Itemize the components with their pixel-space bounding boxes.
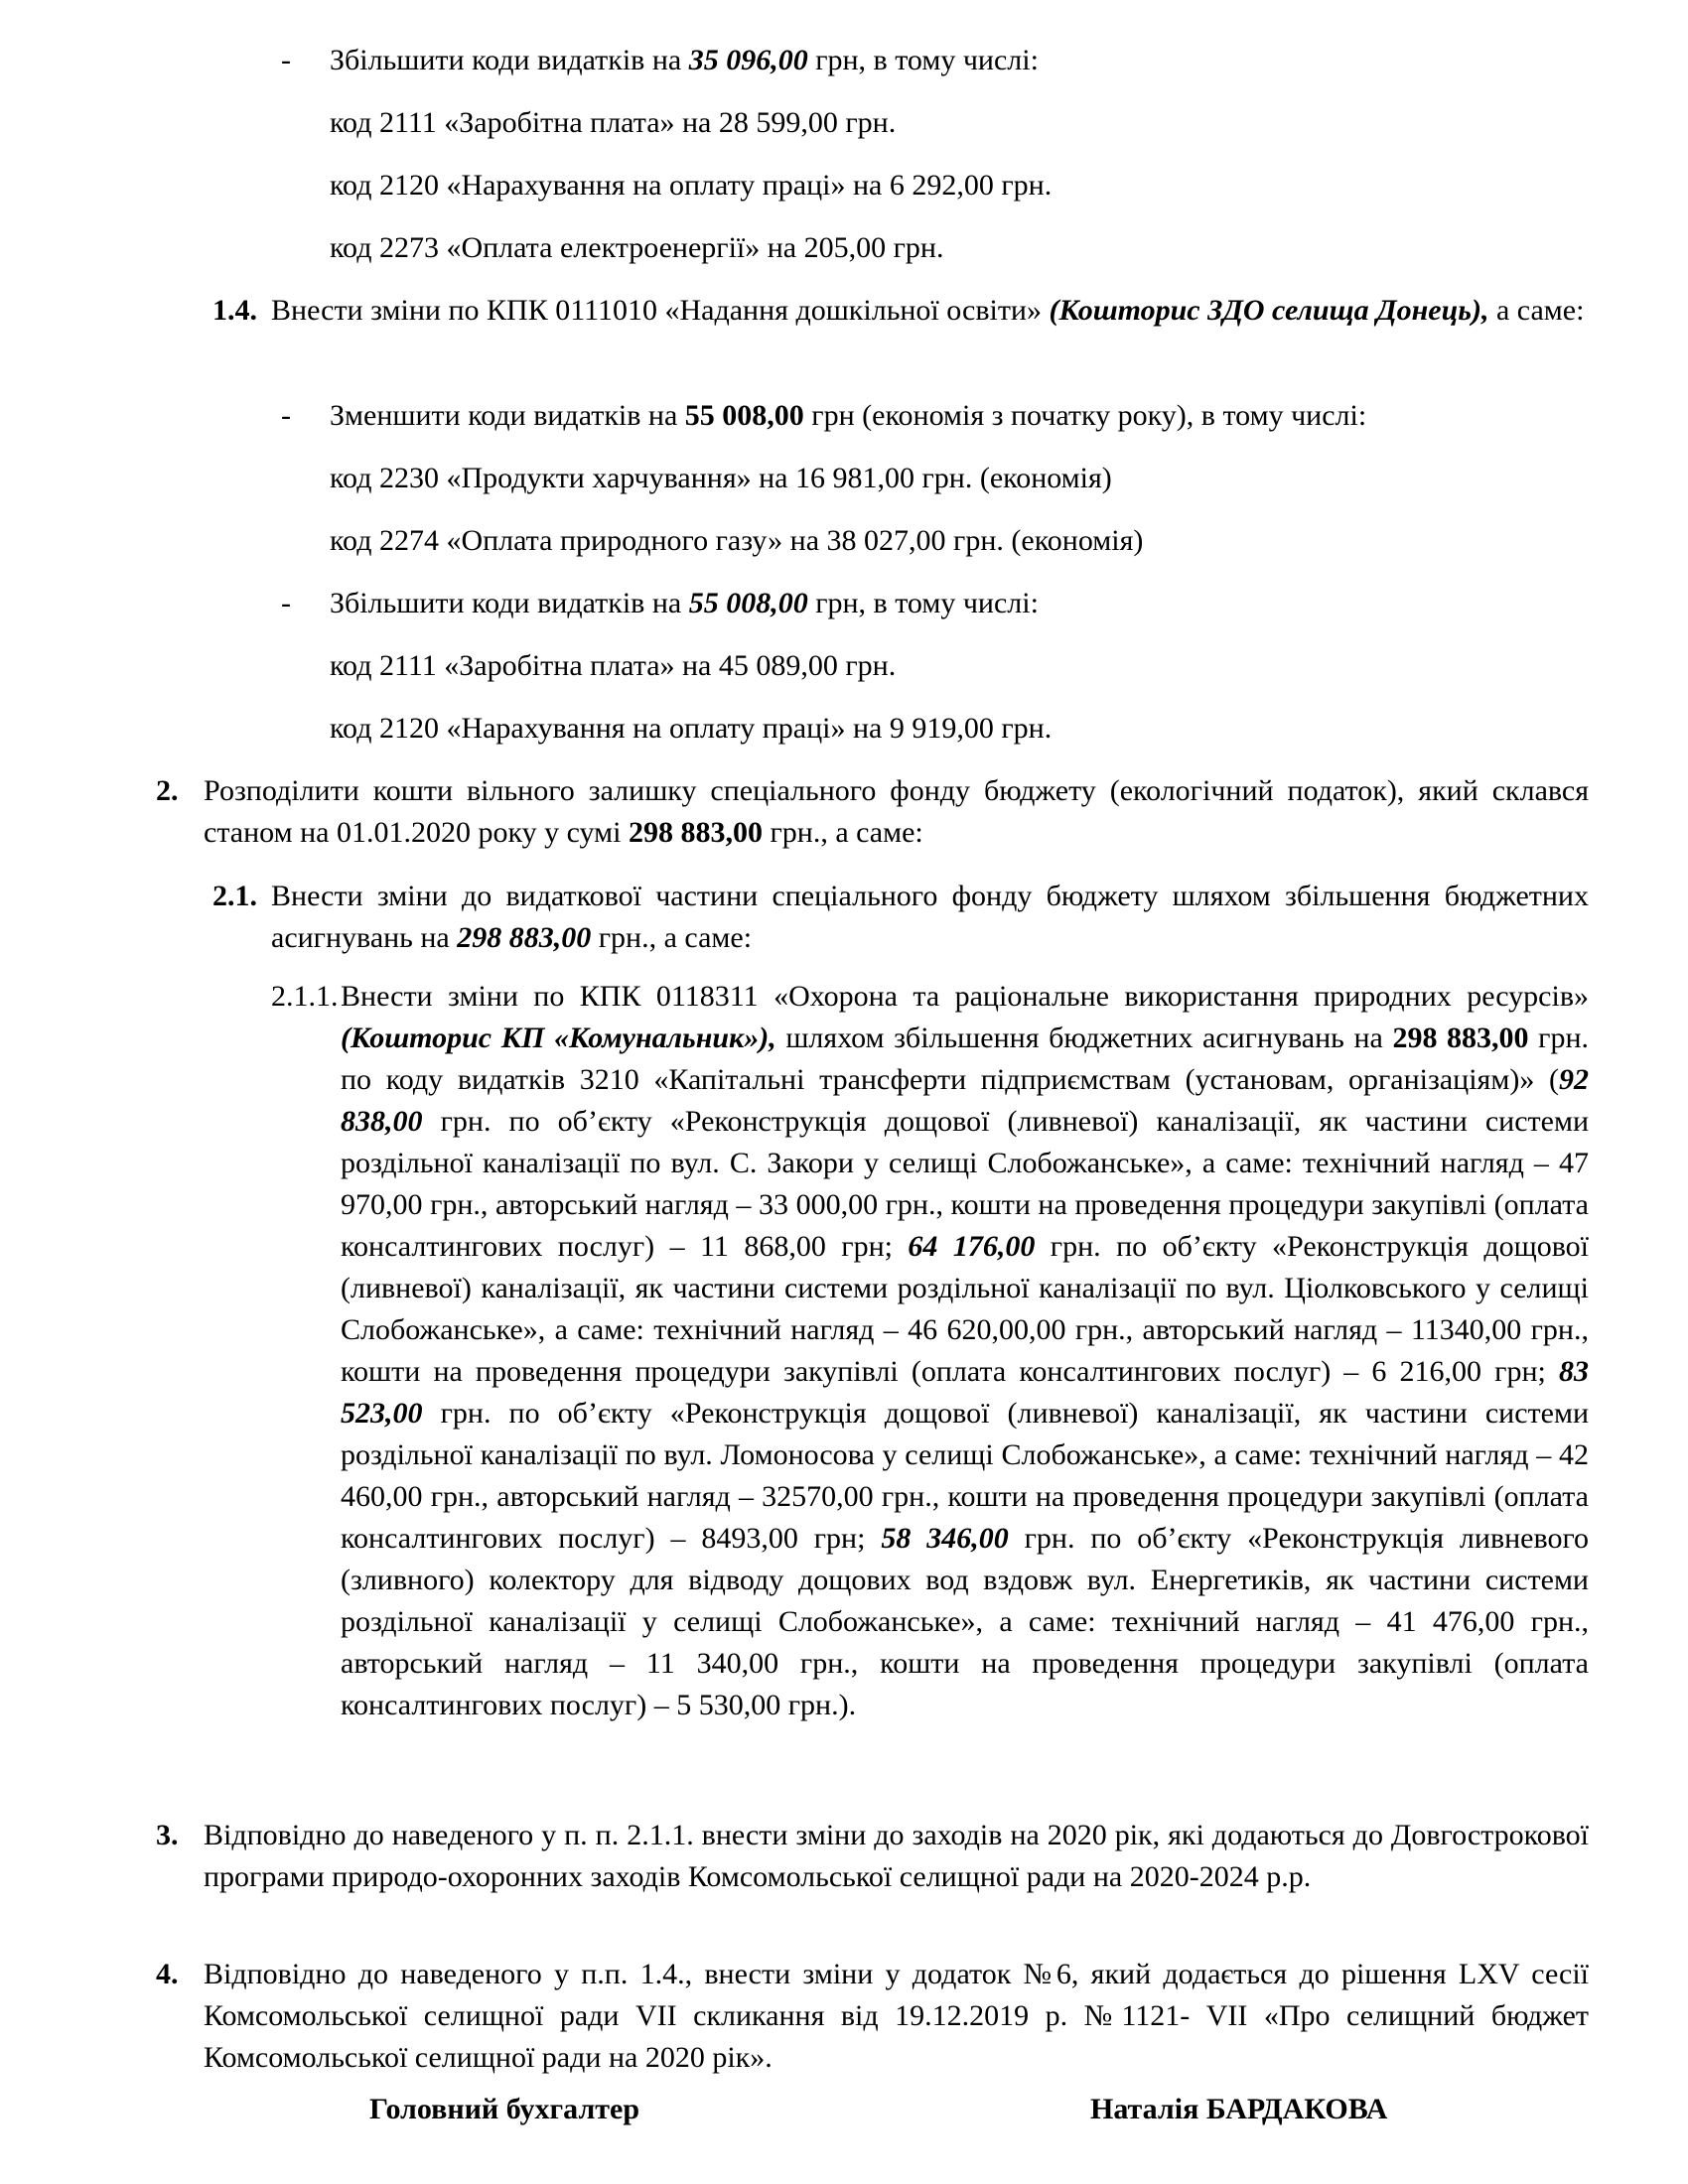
increase-amount: 55 008,00 (688, 587, 808, 619)
code-item: код 2230 «Продукти харчування» на 16 981,00 грн. (економія) (330, 462, 1112, 494)
section-number: 1.4. (212, 294, 257, 327)
decrease-amount: 55 008,00 (684, 399, 804, 432)
code-item: код 2120 «Нарахування на оплату праці» на 6 292,00 грн. (330, 169, 1053, 202)
section-number: 2.1. (212, 880, 257, 912)
code-item: код 2274 «Оплата природного газу» на 38 027,00 грн. (економія) (330, 524, 1144, 557)
section-number: 3. (156, 1819, 179, 1851)
code-item: код 2111 «Заробітна плата» на 28 599,00 грн. (330, 106, 897, 139)
section-2-text: Розподілити кошти вільного залишку спеціального фонду бюджету (екологічний податок), який склався станом на 01.01.2020 року у сумі 298 883,00 грн., а саме: (204, 774, 1589, 849)
list-dash: - (281, 44, 291, 76)
code-item: код 2273 «Оплата електроенергії» на 205,00 грн. (330, 231, 944, 264)
decrease-codes-line: Зменшити коди видатків на 55 008,00 грн (економія з початку року), в тому числі: (330, 399, 1367, 432)
section-2-1-text: Внести зміни до видаткової частини спеціального фонду бюджету шляхом збільшення бюджетних асигнувань на 298 883,00 грн., а саме: (271, 880, 1589, 954)
code-item: код 2120 «Нарахування на оплату праці» на 9 919,00 грн. (330, 712, 1053, 745)
signatory-position: Головний бухгалтер (369, 2093, 640, 2125)
section-1-4-text: Внести зміни по КПК 0111010 «Надання дошкільної освіти» (Кошторис ЗДО селища Донець), а саме: (271, 294, 1585, 327)
section-number: 4. (156, 1958, 179, 1990)
list-dash: - (281, 587, 291, 619)
code-item: код 2111 «Заробітна плата» на 45 089,00 грн. (330, 649, 897, 682)
section-2-1-1-text: Внести зміни по КПК 0118311 «Охорона та раціональне використання природних ресурсів» (Кошторис КП «Комунальник»), шляхом збільшення бюджетних асигнувань на 298 883,00 грн. по коду видатків 3210 «Капітальні трансферти підприємствам (установам, організаціям)» (92 838,00 грн. по об’єкту «Реконструкція дощової (ливневої) каналізації, як частини системи роздільної каналізації по вул. С. Закори у селищі Слобожанське», а саме: технічний нагляд – 47 970,00 грн., авторський нагляд – 33 000,00 грн., кошти на проведення процедури закупівлі (оплата консалтингових послуг) – 11 868,00 грн; 64 176,00 грн. по об’єкту «Реконструкція дощової (ливневої) каналізації, як частини системи роздільної каналізації по вул. Ціолковського у селищі Слобожанське», а саме: технічний нагляд – 46 620,00,00 грн., авторський нагляд – 11340,00 грн., кошти на проведення процедури закупівлі (оплата консалтингових послуг) – 6 216,00 грн; 83 523,00 грн. по об’єкту «Реконструкція дощової (ливневої) каналізації, як частини системи роздільної каналізації по вул. Ломоносова у селищі Слобожанське», а саме: технічний нагляд – 42 460,00 грн., авторський нагляд – 32570,00 грн., кошти на проведення процедури закупівлі (оплата консалтингових послуг) – 8493,00 грн; 58 346,00 грн. по об’єкту «Реконструкція ливневого (зливного) колектору для відводу дощових вод вздовж вул. Енергетиків, як частини системи роздільної каналізації у селищі Слобожанське», а саме: технічний нагляд – 41 476,00 грн., авторський нагляд – 11 340,00 грн., кошти на проведення процедури закупівлі (оплата консалтингових послуг) – 5 530,00 грн.). (341, 980, 1590, 1721)
increase-codes-line: Збільшити коди видатків на 35 096,00 грн, в тому числі: (330, 44, 1039, 76)
section-4-text: Відповідно до наведеного у п.п. 1.4., внести зміни у додаток №6, який додається до рішення LXV сесії Комсомольської селищної ради VII скликання від 19.12.2019 р. №1121- VII «Про селищний бюджет Комсомольської селищної ради на 2020 рік». (204, 1958, 1589, 2074)
increase-codes-line: Збільшити коди видатків на 55 008,00 грн, в тому числі: (330, 587, 1039, 619)
section-number: 2.1.1. (271, 980, 339, 1013)
increase-amount: 35 096,00 (688, 44, 808, 76)
section-3-text: Відповідно до наведеного у п. п. 2.1.1. внести зміни до заходів на 2020 рік, які додаються до Довгострокової програми природо-охоронних заходів Комсомольської селищної ради на 2020-2024 р.р. (204, 1819, 1589, 1893)
section-number: 2. (156, 774, 179, 807)
list-dash: - (281, 399, 291, 432)
signatory-name: Наталія БАРДАКОВА (1090, 2093, 1388, 2125)
